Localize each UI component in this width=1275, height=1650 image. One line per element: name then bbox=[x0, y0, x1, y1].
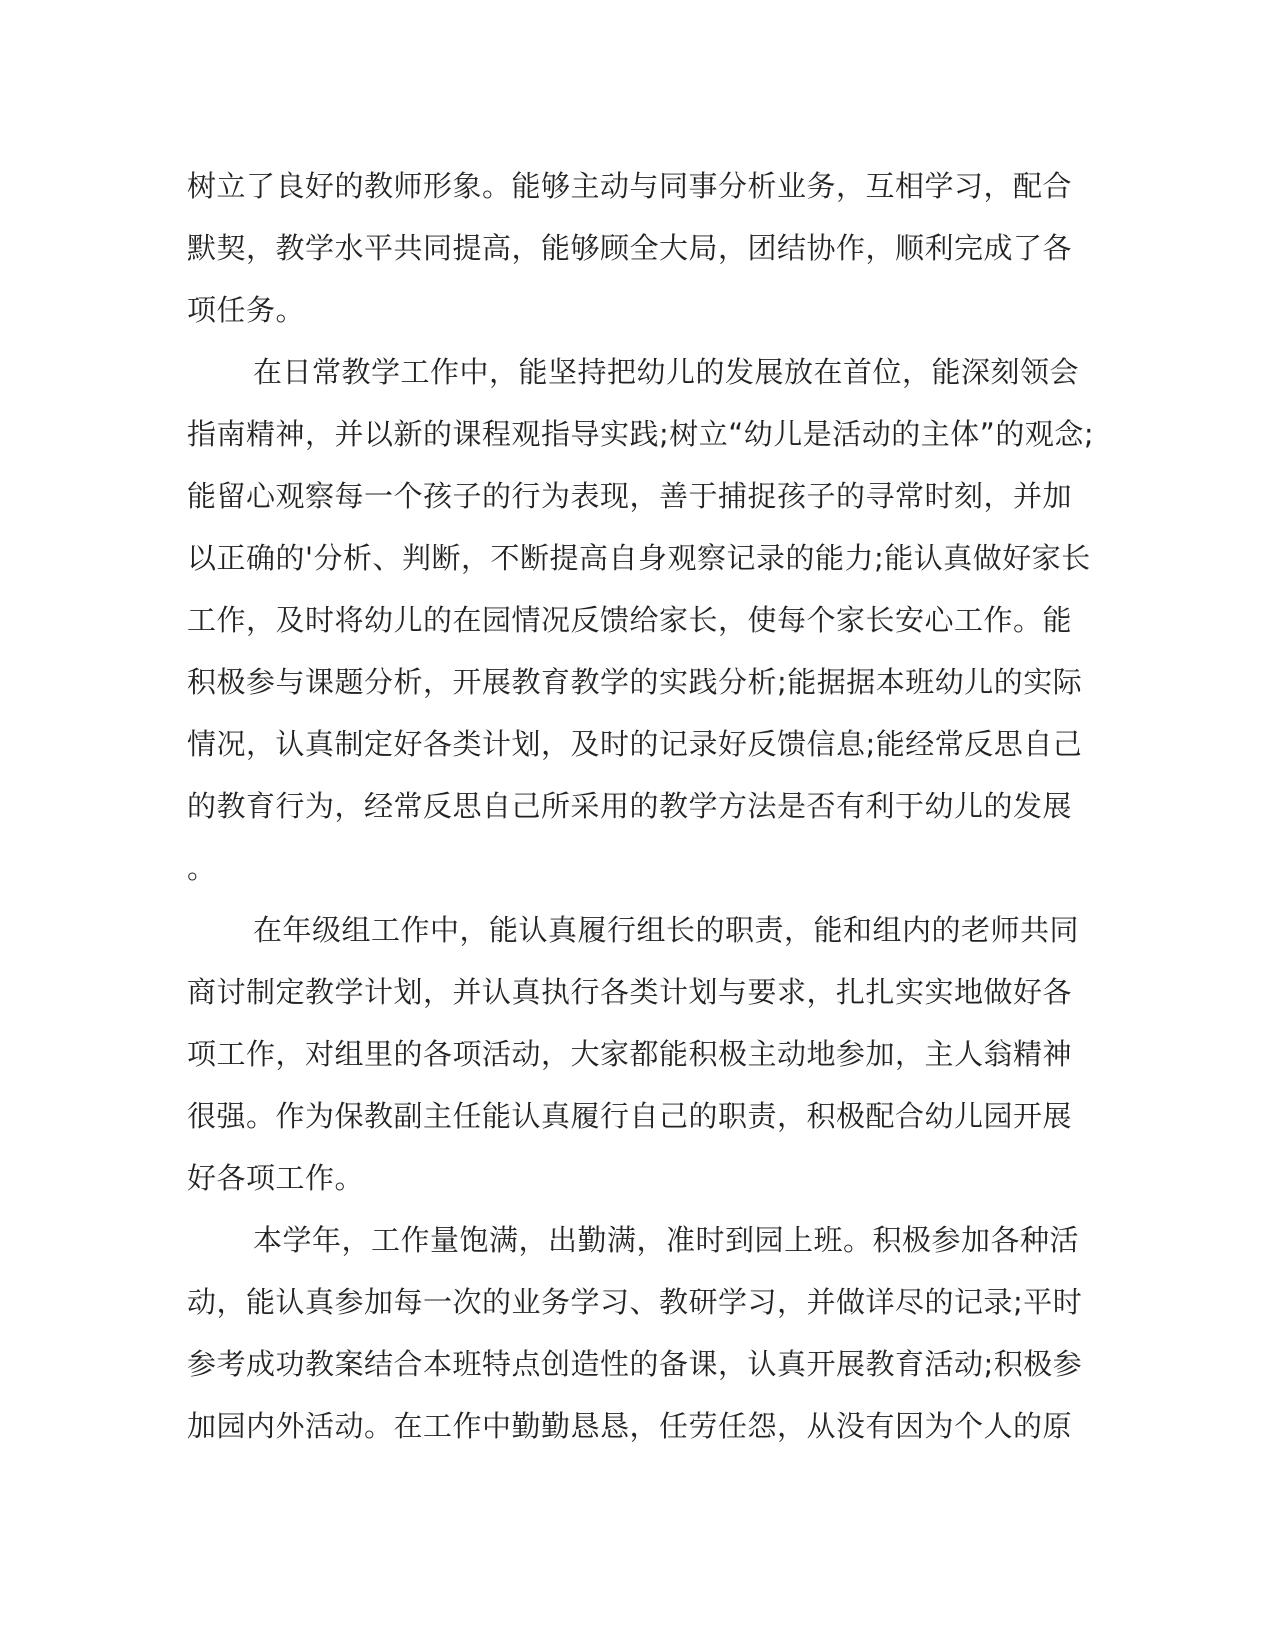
text-line: 项工作，对组里的各项活动，大家都能积极主动地参加，主人翁精神 bbox=[187, 1037, 1073, 1071]
text-line: 很强。作为保教副主任能认真履行自己的职责，积极配合幼儿园开展 bbox=[187, 1099, 1073, 1133]
text-line: 在年级组工作中，能认真履行组长的职责，能和组内的老师共同 bbox=[253, 913, 1080, 947]
paragraph-4 bbox=[187, 1209, 1083, 1457]
text-line: 在日常教学工作中，能坚持把幼儿的发展放在首位，能深刻领会 bbox=[253, 355, 1080, 389]
paragraph-2 bbox=[187, 341, 1095, 899]
text-line: 的教育行为，经常反思自己所采用的教学方法是否有利于幼儿的发展 bbox=[187, 789, 1073, 823]
text-line: 本学年，工作量饱满，出勤满，准时到园上班。积极参加各种活 bbox=[253, 1223, 1080, 1257]
text-line: 情况，认真制定好各类计划，及时的记录好反馈信息;能经常反思自己 bbox=[187, 727, 1083, 761]
text-line: 树立了良好的教师形象。能够主动与同事分析业务，互相学习，配合 bbox=[187, 169, 1073, 203]
text-line: 加园内外活动。在工作中勤勤恳恳，任劳任怨，从没有因为个人的原 bbox=[187, 1409, 1073, 1443]
paragraph-1 bbox=[187, 155, 1073, 341]
document-body bbox=[187, 155, 1095, 1457]
text-line: 工作，及时将幼儿的在园情况反馈给家长，使每个家长安心工作。能 bbox=[187, 603, 1073, 637]
text-line: 项任务。 bbox=[187, 293, 306, 327]
text-line: 商讨制定教学计划，并认真执行各类计划与要求，扎扎实实地做好各 bbox=[187, 975, 1073, 1009]
text-line: 能留心观察每一个孩子的行为表现，善于捕捉孩子的寻常时刻，并加 bbox=[187, 479, 1073, 513]
text-line: 积极参与课题分析，开展教育教学的实践分析;能据据本班幼儿的实际 bbox=[187, 665, 1083, 699]
text-line: 动，能认真参加每一次的业务学习、教研学习，并做详尽的记录;平时 bbox=[187, 1285, 1083, 1319]
text-line: 默契，教学水平共同提高，能够顾全大局，团结协作，顺利完成了各 bbox=[187, 231, 1073, 265]
text-line: 以正确的'分析、判断，不断提高自身观察记录的能力;能认真做好家长 bbox=[187, 541, 1091, 575]
paragraph-3 bbox=[187, 899, 1080, 1209]
text-line: 好各项工作。 bbox=[187, 1161, 365, 1195]
text-line: 指南精神，并以新的课程观指导实践;树立“幼儿是活动的主体”的观念; bbox=[187, 417, 1095, 451]
text-line: 参考成功教案结合本班特点创造性的备课，认真开展教育活动;积极参 bbox=[187, 1347, 1083, 1381]
text-line: 。 bbox=[187, 851, 217, 885]
